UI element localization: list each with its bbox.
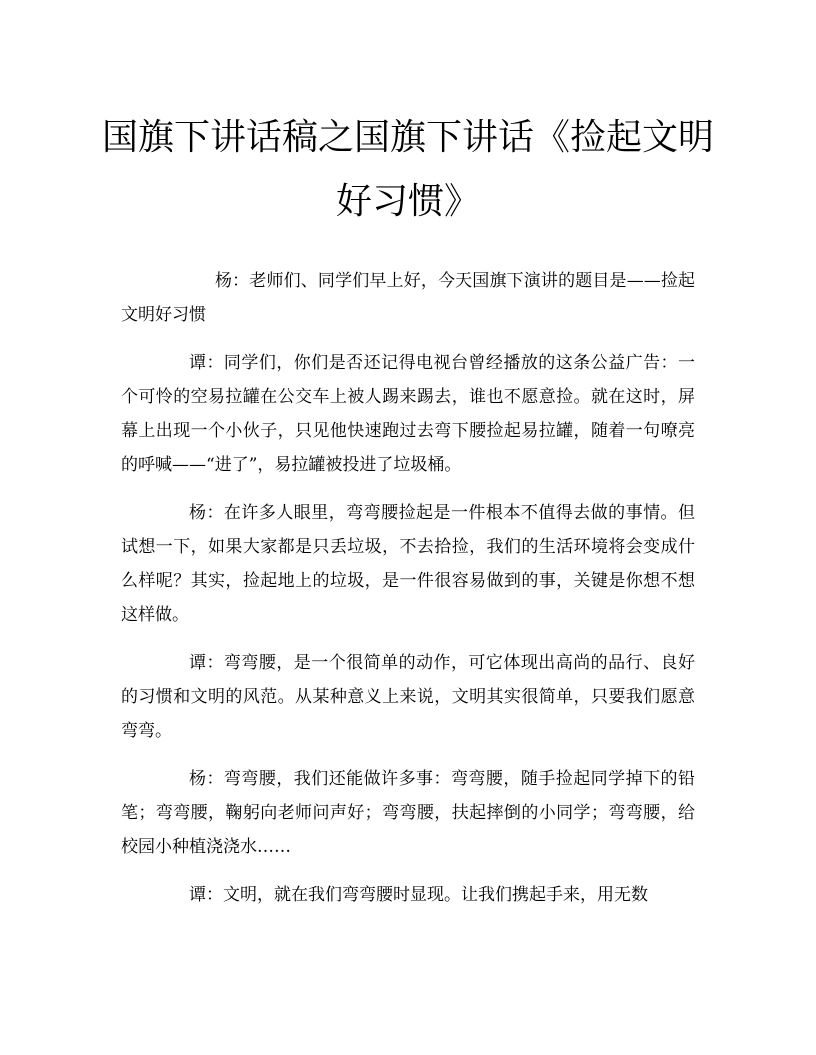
paragraph-6: 谭：文明，就在我们弯弯腰时显现。让我们携起手来，用无数 <box>189 885 648 905</box>
paragraph-1: 杨：老师们、同学们早上好，今天国旗下演讲的题目是——捡起文明好习惯 <box>121 271 695 325</box>
paragraph-2: 谭：同学们，你们是否还记得电视台曾经播放的这条公益广告：一个可怜的空易拉罐在公交车上被人踢来踢去，谁也不愿意捡。就在这时，屏幕上出现一个小伙子，只见他快速跑过去弯下腰捡起易拉罐，随着一句嘹亮的呼喊——“进了”，易拉罐被投进了垃圾桶。 <box>121 353 695 475</box>
paragraph-3: 杨：在许多人眼里，弯弯腰捡起是一件根本不值得去做的事情。但试想一下，如果大家都是只丢垃圾，不去拾捡，我们的生活环境将会变成什么样呢？其实，捡起地上的垃圾，是一件很容易做到的事，关键是你想不想这样做。 <box>121 503 695 625</box>
document-title: 国旗下讲话稿之国旗下讲话《捡起文明好习惯》 <box>101 117 714 222</box>
paragraph-5: 杨：弯弯腰，我们还能做许多事：弯弯腰，随手捡起同学掉下的铅笔；弯弯腰，鞠躬向老师问声好；弯弯腰，扶起摔倒的小同学；弯弯腰，给校园小种植浇浇水…… <box>121 769 695 857</box>
paragraph-4: 谭：弯弯腰，是一个很简单的动作，可它体现出高尚的品行、良好的习惯和文明的风范。从某种意义上来说，文明其实很简单，只要我们愿意弯弯。 <box>121 653 695 741</box>
document-body <box>121 264 695 926</box>
